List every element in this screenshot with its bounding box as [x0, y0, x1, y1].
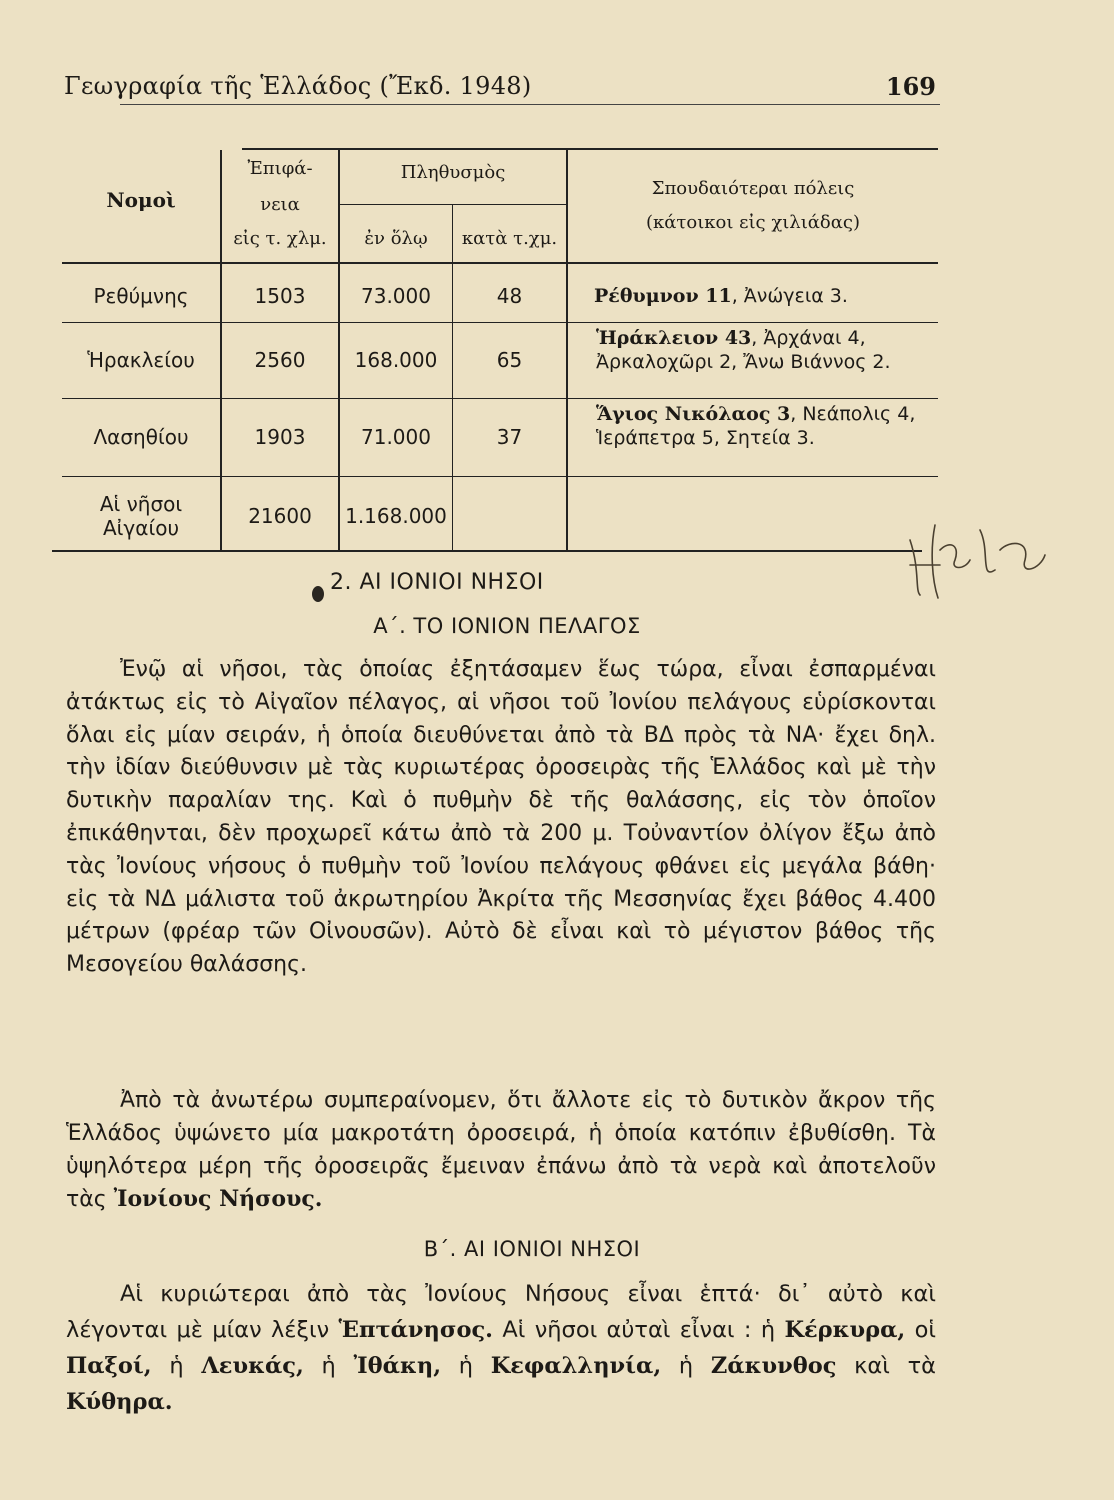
- row4-pop-total: 1.168.000: [345, 504, 447, 528]
- col-rule: [566, 150, 568, 550]
- subheading-a: Α΄. ΤΟ ΙΟΝΙΟΝ ΠΕΛΑΓΟΣ: [373, 614, 641, 638]
- row4-area: 21600: [248, 504, 312, 528]
- paragraph-1: Ἐνῷ αἱ νῆσοι, τὰς ὁποίας ἐξητάσαμεν ἕως τώρα, εἶναι ἐσπαρμέναι ἀτάκτως εἰς τὸ Αἰγαῖον πέλαγος, αἱ νῆσοι τοῦ Ἰονίου πελάγους εὑρίσκονται ὅλαι εἰς μίαν σειράν, ἡ ὁποία διευθύνεται ἀπὸ τὰ ΒΔ πρὸς τὰ ΝΑ· ἔχει δηλ. τὴν ἰδίαν διεύθυνσιν μὲ τὰς κυριωτέρας ὀροσειρὰς τῆς Ἑλλάδος καὶ μὲ τὴν δυτικὴν παραλίαν της. Καὶ ὁ πυθμὴν δὲ τῆς θαλάσσης, εἰς τὸν ὁποῖον ἐπικάθηνται, δὲν προχωρεῖ κάτω ἀπὸ τὰ 200 μ. Τοὐναντίον ὀλίγον ἔξω ἀπὸ τὰς Ἰονίους νήσους ὁ πυθμὴν τοῦ Ἰονίου πελάγους φθάνει εἰς μεγάλα βάθη· εἰς τὰ ΝΔ μάλιστα τοῦ ἀκρωτηρίου Ἀκρίτα τῆς Μεσσηνίας ἔχει βάθος 4.400 μέτρων (φρέαρ τῶν Οἰνουσῶν). Αὐτὸ δὲ εἶναι καὶ τὸ μέγιστον βάθος τῆς Μεσογείου θαλάσσης.: [66, 657, 936, 978]
- ionian-islands-term: Ἰονίους Νήσους.: [113, 1186, 323, 1213]
- row-rule: [62, 322, 938, 323]
- p3-text: Αἱ νῆσοι αὐταὶ εἶναι : ἡ: [493, 1317, 785, 1343]
- row1-area: 1503: [254, 284, 306, 308]
- header-rule: [120, 104, 940, 105]
- row2-cities-rest: , Ἀρχάναι 4, Ἀρκαλοχῶρι 2, Ἄνω Βιάννος 2.: [596, 327, 891, 373]
- row2-cities-bold: Ἡράκλειον 43: [596, 327, 752, 349]
- p3-text: ἡ: [151, 1353, 202, 1379]
- row-rule: [62, 476, 938, 477]
- term-zakynthos: Ζάκυνθος: [710, 1353, 837, 1379]
- row-rule: [62, 398, 938, 399]
- term-kythira: Κύθηρα.: [66, 1389, 173, 1415]
- term-paxoi: Παξοί,: [66, 1353, 152, 1379]
- table-top-rule: [242, 148, 938, 150]
- table-bottom-rule: [52, 550, 922, 552]
- col-header-nomoi: Νομοὶ: [106, 188, 176, 212]
- term-kefallinia: Κεφαλληνία,: [490, 1353, 662, 1379]
- row2-cities: [596, 326, 936, 374]
- col-header-pop-density: κατὰ τ.χμ.: [461, 228, 558, 249]
- row3-nomos: Λασηθίου: [93, 425, 189, 449]
- p3-text: ἡ: [441, 1353, 491, 1379]
- handwritten-note: [880, 510, 1080, 610]
- p3-text: καὶ τὰ: [836, 1353, 936, 1379]
- row1-pop-total: 73.000: [361, 284, 431, 308]
- row1-density: 48: [496, 284, 523, 308]
- col-header-area-3: εἰς τ. χλμ.: [233, 228, 327, 249]
- p3-text: οἱ: [905, 1317, 936, 1343]
- row3-cities-rest: , Νεάπολις 4, Ἱεράπετρα 5, Σητεία 3.: [596, 403, 916, 449]
- row1-nomos: Ρεθύμνης: [93, 284, 189, 308]
- row1-cities-rest: , Ἀνώγεια 3.: [731, 285, 848, 307]
- row3-cities: [596, 402, 936, 450]
- paragraph-3: [66, 1276, 936, 1420]
- row2-density: 65: [496, 348, 523, 372]
- header-title: Γεωγραφία τῆς Ἑλλάδος (Ἔκδ. 1948): [64, 72, 532, 100]
- header-bottom-rule: [62, 262, 938, 264]
- row3-cities-bold: Ἅγιος Νικόλαος 3: [596, 403, 791, 425]
- term-ithaki: Ἰθάκη,: [353, 1353, 442, 1379]
- term-kerkyra: Κέρκυρα,: [784, 1317, 906, 1343]
- row3-density: 37: [496, 425, 523, 449]
- p3-text: ἡ: [661, 1353, 711, 1379]
- paragraph-2: [66, 1085, 936, 1217]
- row4-nomos-2: Αἰγαίου: [102, 516, 180, 540]
- row1-cities-bold: Ρέθυμνον 11: [594, 285, 732, 307]
- section-heading: 2. ΑΙ ΙΟΝΙΟΙ ΝΗΣΟΙ: [330, 570, 544, 595]
- col-header-cities-2: (κάτοικοι εἰς χιλιάδας): [645, 212, 860, 233]
- row3-area: 1903: [254, 425, 306, 449]
- page-number: 169: [885, 72, 936, 101]
- row2-pop-total: 168.000: [354, 348, 438, 372]
- population-subrule: [340, 204, 566, 205]
- col-header-pop-total: ἐν ὅλῳ: [364, 228, 428, 249]
- row2-nomos: Ἡρακλείου: [87, 348, 195, 372]
- col-header-area-2: νεια: [260, 194, 300, 215]
- prefecture-table: [62, 140, 938, 560]
- term-lefkas: Λευκάς,: [201, 1353, 304, 1379]
- col-rule: [452, 204, 453, 550]
- row4-nomos-1: Αἱ νῆσοι: [99, 492, 183, 516]
- col-header-population: Πληθυσμὸς: [400, 162, 506, 183]
- col-header-cities-1: Σπουδαιότεραι πόλεις: [651, 178, 855, 199]
- row2-area: 2560: [254, 348, 306, 372]
- row1-cities: [594, 284, 950, 308]
- term-eptanisos: Ἑπτάνησος.: [338, 1317, 494, 1343]
- paragraph-2-text: Ἀπὸ τὰ ἀνωτέρω συμπεραίνομεν, ὅτι ἄλλοτε εἰς τὸ δυτικὸν ἄκρον τῆς Ἑλλάδος ὑψώνετο μία μακροτάτη ὀροσειρά, ἡ ὁποία κατόπιν ἐβυθίσθη. Τὰ ὑψηλότερα μέρη τῆς ὀροσειρᾶς ἔμειναν ἐπάνω ἀπὸ τὰ νερὰ καὶ ἀποτελοῦν τὰς: [66, 1088, 936, 1213]
- subheading-b: Β΄. ΑΙ ΙΟΝΙΟΙ ΝΗΣΟΙ: [423, 1237, 641, 1261]
- row3-pop-total: 71.000: [361, 425, 431, 449]
- p3-text: ἡ: [303, 1353, 354, 1379]
- col-header-area-1: Ἐπιφά-: [247, 158, 313, 179]
- p3-text: Αἱ κυριώτεραι ἀπὸ τὰς Ἰονίους Νήσους εἶναι ἑπτά· δι᾽ αὐτὸ καὶ λέγονται μὲ μίαν λέξιν: [66, 1281, 936, 1343]
- section-bullet: [312, 586, 324, 602]
